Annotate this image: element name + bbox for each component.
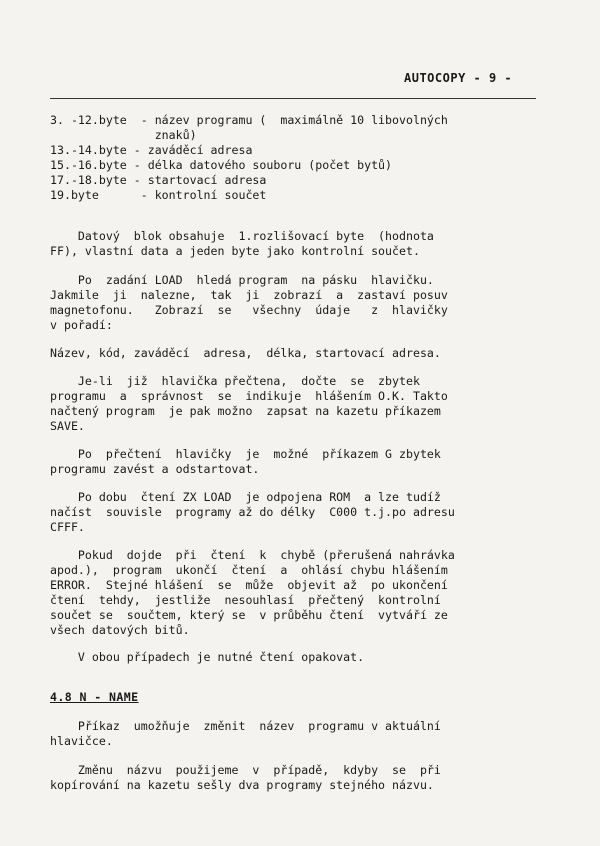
text-line: programu a správnost se indikuje hlášením O.K. Takto (50, 389, 448, 403)
text-line: všech datových bitů. (50, 623, 190, 637)
text-line: FF), vlastní data a jeden byte jako kontrolní součet. (50, 244, 420, 258)
byte-list-item: 19.byte - kontrolní součet (50, 188, 267, 202)
text-line: součet se součtem, který se v průběhu čtení vytváří ze (50, 608, 448, 622)
text-line: magnetofonu. Zobrazí se všechny údaje z hlavičky (50, 303, 448, 317)
text-line: programu zavést a odstartovat. (50, 462, 260, 476)
byte-list-item: 15.-16.byte - délka datového souboru (počet bytů) (50, 158, 393, 172)
header-rule (50, 98, 536, 99)
text-line: Změnu názvu použijeme v případě, kdyby se při (50, 763, 441, 777)
text-line: v pořadí: (50, 318, 113, 332)
byte-list-item: 3. -12.byte - název programu ( maximálně 10 libovolných (50, 113, 448, 127)
text-line: Název, kód, zaváděcí adresa, délka, startovací adresa. (50, 346, 441, 360)
section-heading: 4.8 N - NAME (50, 690, 139, 704)
text-line: Po zadání LOAD hledá program na pásku hlavičku. (50, 273, 434, 287)
text-line: CFFF. (50, 520, 85, 534)
text-line: SAVE. (50, 419, 85, 433)
text-line: načíst souvisle programy až do délky C000 t.j.po adresu (50, 505, 455, 519)
byte-list-item: 17.-18.byte - startovací adresa (50, 173, 267, 187)
byte-list-item: znaků) (50, 128, 197, 142)
page-header: AUTOCOPY - 9 - (404, 71, 513, 85)
text-line: apod.), program ukončí čtení a ohlásí chybu hlášením (50, 563, 448, 577)
text-line: Pokud dojde při čtení k chybě (přerušená nahrávka (50, 548, 455, 562)
text-line: Po přečtení hlavičky je možné příkazem G zbytek (50, 447, 441, 461)
byte-list-item: 13.-14.byte - zaváděcí adresa (50, 143, 253, 157)
text-line: načtený program je pak možno zapsat na kazetu příkazem (50, 404, 441, 418)
text-line: Datový blok obsahuje 1.rozlišovací byte (hodnota (50, 229, 434, 243)
text-line: kopírování na kazetu sešly dva programy stejného názvu. (50, 778, 434, 792)
text-line: Po dobu čtení ZX LOAD je odpojena ROM a lze tudíž (50, 490, 441, 504)
text-line: čtení tehdy, jestliže nesouhlasí přečtený kontrolní (50, 593, 441, 607)
text-line: V obou případech je nutné čtení opakovat. (50, 650, 365, 664)
text-line: ERROR. Stejné hlášení se může objevit až po ukončení (50, 578, 448, 592)
text-line: Je-li již hlavička přečtena, dočte se zbytek (50, 374, 420, 388)
text-line: hlavičce. (50, 734, 113, 748)
text-line: Příkaz umožňuje změnit název programu v aktuální (50, 719, 441, 733)
text-line: Jakmile ji nalezne, tak ji zobrazí a zastaví posuv (50, 288, 448, 302)
